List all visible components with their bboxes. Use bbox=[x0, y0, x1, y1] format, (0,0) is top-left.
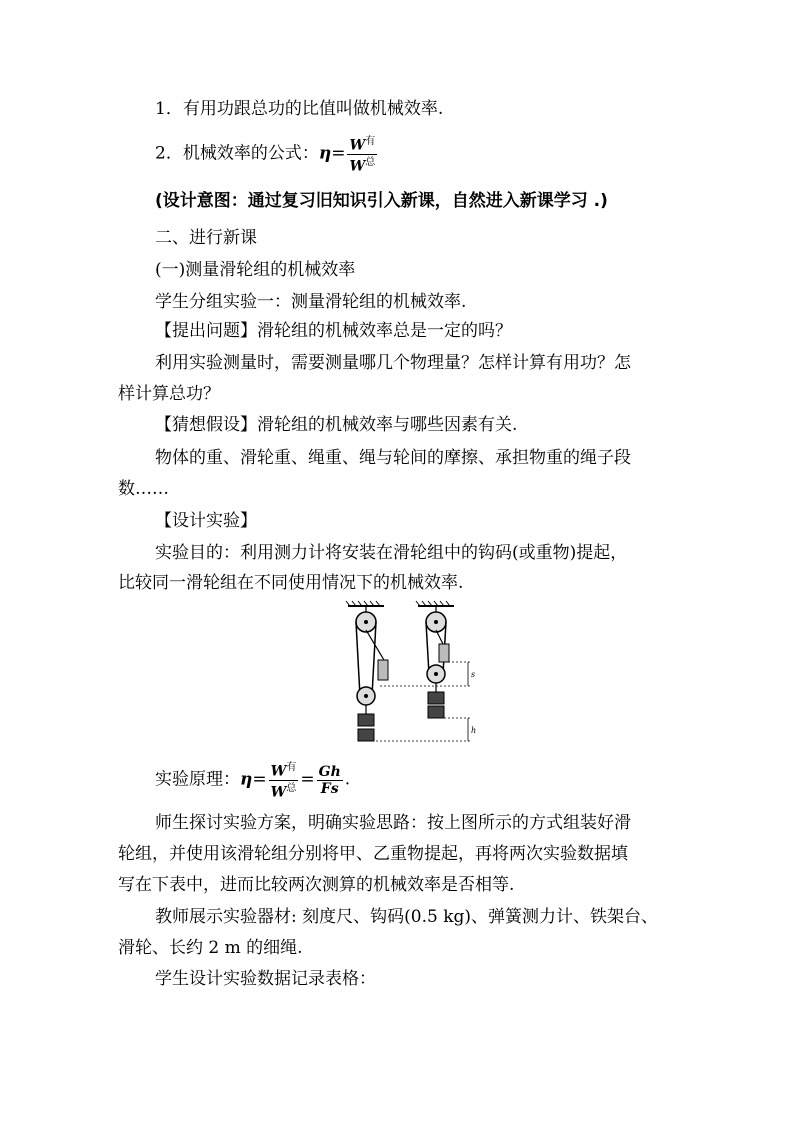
factors-line-2: 数…… bbox=[118, 479, 169, 499]
pulley-setup-left bbox=[346, 601, 388, 741]
w-symbol: W bbox=[349, 137, 366, 154]
fs-denominator: Fs bbox=[320, 780, 339, 797]
purpose-line-1: 实验目的：利用测力计将安装在滑轮组中的钩码(或重物)提起， bbox=[155, 543, 628, 563]
label-s: s bbox=[471, 670, 476, 679]
eta-symbol: η bbox=[318, 143, 332, 164]
table-design: 学生设计实验数据记录表格： bbox=[155, 969, 376, 989]
plan-line-3: 写在下表中，进而比较两次测算的机械效率是否相等. bbox=[118, 875, 515, 895]
fraction-numerator bbox=[347, 134, 377, 155]
principle-label: 实验原理： bbox=[155, 769, 240, 790]
pulley-diagram bbox=[340, 600, 478, 746]
eta-symbol-2: η bbox=[240, 769, 253, 790]
question-line-1: 利用实验测量时，需要测量哪几个物理量？怎样计算有用功？怎 bbox=[155, 353, 631, 373]
subscript-you: 有 bbox=[365, 136, 376, 147]
plan-line-2: 轮组，并使用该滑轮组分别将甲、乙重物提起，再将两次实验数据填 bbox=[118, 844, 628, 864]
point-2-text: 2．机械效率的公式： bbox=[155, 143, 319, 164]
equipment-line-1: 教师展示实验器材: 刻度尺、钩码(0.5 kg)、弹簧测力计、铁架台、 bbox=[155, 907, 659, 927]
pulley-setup-right bbox=[376, 601, 472, 741]
experiment-principle bbox=[155, 760, 350, 800]
purpose-line-2: 比较同一滑轮组在不同使用情况下的机械效率. bbox=[118, 573, 464, 593]
subscript-zong: 总 bbox=[286, 782, 297, 794]
design-intent: (设计意图：通过复习旧知识引入新课，自然进入新课学习 .) bbox=[155, 191, 608, 211]
work-numerator bbox=[269, 760, 299, 781]
subsection-heading: (一)测量滑轮组的机械效率 bbox=[155, 260, 356, 280]
gh-numerator: Gh bbox=[318, 763, 341, 780]
label-h: h bbox=[471, 726, 477, 735]
section-heading: 二、进行新课 bbox=[155, 228, 257, 248]
subscript-you: 有 bbox=[286, 762, 297, 773]
experiment-one: 学生分组实验一：测量滑轮组的机械效率. bbox=[155, 292, 467, 312]
w-symbol: W bbox=[270, 784, 287, 801]
point-2 bbox=[155, 134, 379, 174]
point-1: 1．有用功跟总功的比值叫做机械效率. bbox=[155, 99, 444, 119]
equals-sign: = bbox=[331, 143, 346, 164]
fraction-denominator bbox=[347, 155, 377, 175]
raise-question: 【提出问题】滑轮组的机械效率总是一定的吗？ bbox=[155, 321, 512, 341]
factors-line-1: 物体的重、滑轮重、绳重、绳与轮间的摩擦、承担物重的绳子段 bbox=[155, 448, 631, 468]
equipment-line-2: 滑轮、长约 2 m 的细绳. bbox=[118, 938, 303, 958]
subscript-zong: 总 bbox=[365, 156, 376, 168]
period: . bbox=[344, 769, 351, 790]
equals-sign-3: = bbox=[300, 769, 315, 790]
hypothesis: 【猜想假设】滑轮组的机械效率与哪些因素有关. bbox=[155, 415, 518, 435]
question-line-2: 样计算总功？ bbox=[118, 384, 220, 404]
equals-sign-2: = bbox=[252, 769, 267, 790]
work-fraction bbox=[269, 760, 299, 800]
plan-line-1: 师生探讨实验方案，明确实验思路：按上图所示的方式组装好滑 bbox=[155, 813, 631, 833]
efficiency-fraction bbox=[347, 134, 377, 174]
work-denominator bbox=[269, 781, 299, 801]
design-experiment: 【设计实验】 bbox=[155, 511, 257, 531]
force-fraction bbox=[317, 764, 343, 797]
w-symbol: W bbox=[349, 158, 366, 175]
w-symbol: W bbox=[270, 763, 287, 780]
